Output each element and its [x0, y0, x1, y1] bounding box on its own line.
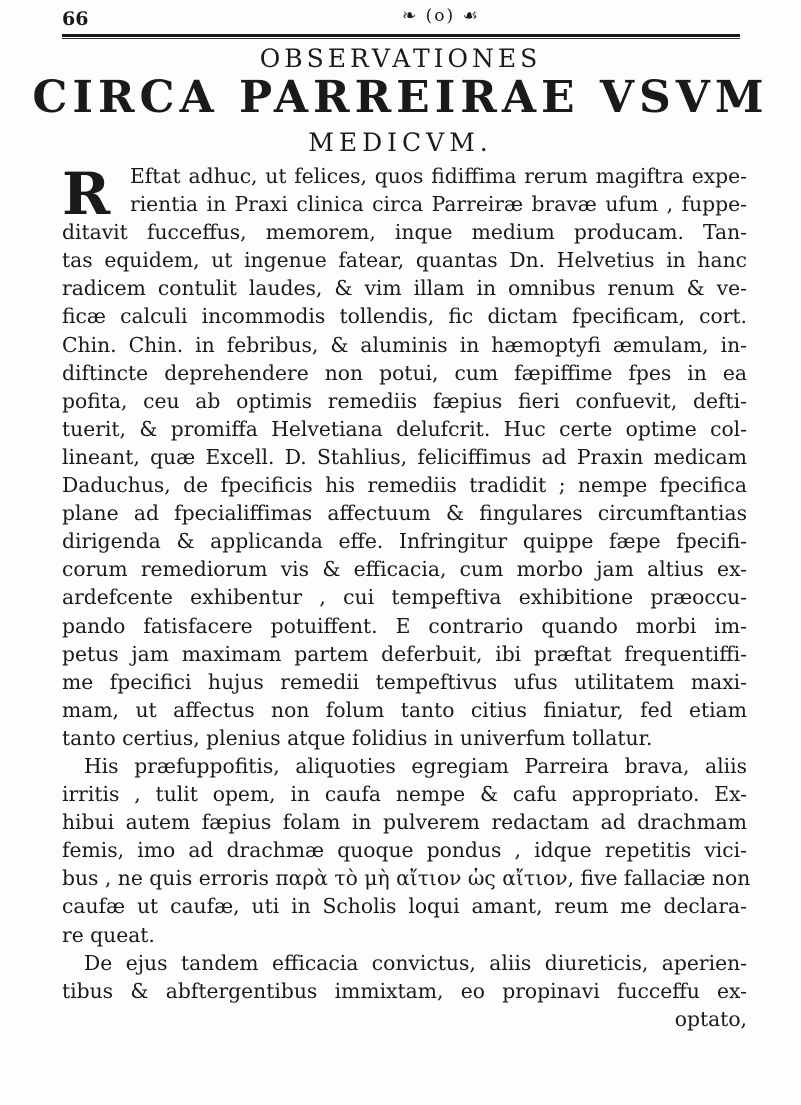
text-line: mam, ut affectus non folum tanto citius finiatur, fed etiam	[62, 697, 747, 722]
text-line: dirigenda & applicanda effe. Infringitur quippe fæpe fpecifi-	[62, 529, 747, 554]
text-line: Eftat adhuc, ut felices, quos fidiffima rerum magiftra expe-	[130, 164, 747, 188]
text-line: ardefcente exhibentur , cui tempeftiva exhibitione præoccu-	[62, 585, 747, 610]
page-subtitle: MEDICVM.	[308, 128, 493, 157]
text-line: pofita, ceu ab optimis remediis fæpius fieri confuevit, defti-	[62, 388, 747, 413]
text-line: Daduchus, de fpecificis his remediis tradidit ; nempe fpecifica	[62, 473, 747, 498]
text-line: tas equidem, ut ingenue fatear, quantas Dn. Helvetius in hanc	[62, 248, 747, 273]
text-line: His præfuppofitis, aliquoties egregiam Parreira brava, aliis	[84, 753, 747, 778]
text-line: ditavit fucceffus, memorem, inque medium producam. Tan-	[62, 220, 747, 245]
text-line: irritis , tulit opem, in caufa nempe & cafu appropriato. Ex-	[62, 782, 747, 807]
text-line: De ejus tandem efficacia convictus, aliis diureticis, aperien-	[84, 950, 747, 975]
text-line: re queat.	[62, 922, 155, 947]
page-number: 66	[62, 8, 89, 30]
body-text	[62, 162, 751, 1033]
running-header	[62, 4, 742, 32]
text-line: caufæ ut caufæ, uti in Scholis loqui amant, reum me declara-	[62, 894, 747, 919]
text-line: lineant, quæ Excell. D. Stahlius, feliciffimus ad Praxin medicam	[62, 444, 747, 469]
text-line: plane ad fpecialiffimas affectuum & fingulares circumftantias	[62, 501, 747, 526]
text-line: pando fatisfacere potuiffent. E contrario quando morbi im-	[62, 613, 747, 638]
text-line: tuerit, & promiffa Helvetiana delufcrit. Huc certe optime col-	[62, 416, 747, 441]
header-ornament: ❧ (o) ☙	[402, 6, 480, 26]
text-line: rientia in Praxi clinica circa Parreiræ bravæ ufum , fuppe-	[130, 192, 747, 217]
section-kicker: OBSERVATIONES	[259, 44, 542, 73]
header-rule	[62, 34, 740, 37]
text-line: corum remediorum vis & efficacia, cum morbo jam altius ex-	[62, 557, 747, 582]
text-line: hibui autem fæpius folam in pulverem redactam ad drachmam	[62, 810, 747, 835]
text-line: petus jam maximam partem deferbuit, ibi præftat frequentiffi-	[62, 641, 747, 666]
text-line: bus , ne quis erroris παρὰ τὸ μὴ αἴτιον ὡς αἴτιον, five fallaciæ non	[62, 866, 751, 891]
text-line: me fpecifici hujus remedii tempeftivus ufus utilitatem maxi-	[62, 669, 747, 694]
text-line: diftincte deprehendere non potui, cum fæpiffime fpes in ea	[62, 360, 747, 385]
text-line: tanto certius, plenius atque folidius in univerfum tollatur.	[62, 725, 653, 750]
text-line: femis, imo ad drachmæ quoque pondus , idque repetitis vici-	[62, 838, 747, 863]
drop-cap: R	[62, 160, 111, 228]
text-line: tibus & abftergentibus immixtam, eo propinavi fucceffu ex-	[62, 978, 747, 1003]
text-line: radicem contulit laudes, & vim illam in omnibus renum & ve-	[62, 276, 747, 301]
text-line: Chin. Chin. in febribus, & aluminis in hæmoptyfi æmulam, in-	[62, 332, 747, 357]
header-rule-thin	[62, 38, 740, 39]
text-line: ficæ calculi incommodis tollendis, fic dictam fpecificam, cort.	[62, 304, 747, 329]
text-line: optato,	[674, 1006, 747, 1031]
page-title: CIRCA PARREIRAE VSVM	[32, 72, 769, 123]
